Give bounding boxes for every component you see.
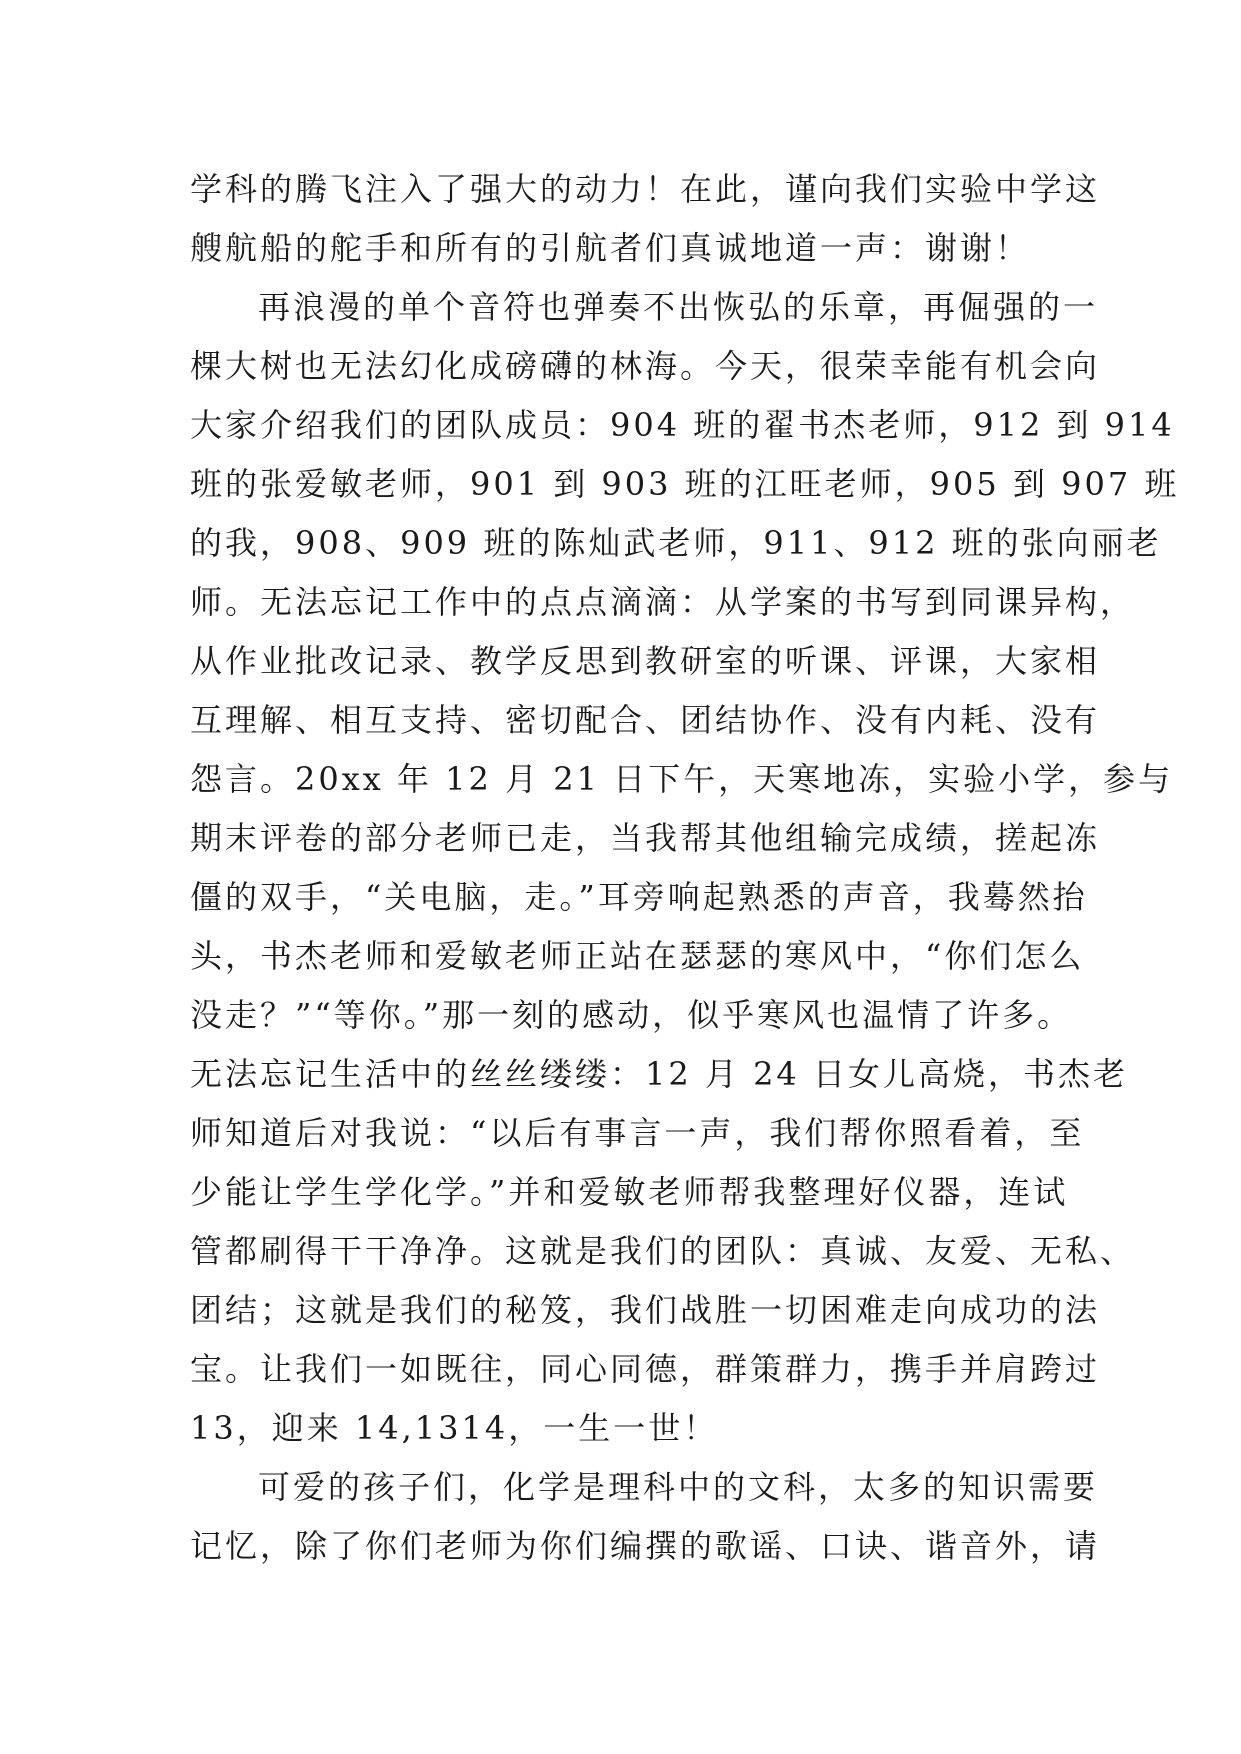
document-body	[190, 160, 1180, 1576]
text-line: 无法忘记生活中的丝丝缕缕：12 月 24 日女儿高烧，书杰老	[190, 1055, 1128, 1093]
text-line: 从作业批改记录、教学反思到教研室的听课、评课，大家相	[190, 642, 1101, 680]
text-line: 师知道后对我说：“以后有事言一声，我们帮你照看着，至	[190, 1114, 1085, 1152]
text-line: 期末评卷的部分老师已走，当我帮其他组输完成绩，搓起冻	[190, 819, 1101, 857]
text-line: 班的张爱敏老师，901 到 903 班的江旺老师，905 到 907 班	[190, 465, 1180, 503]
text-line: 宝。让我们一如既往，同心同德，群策群力，携手并肩跨过	[190, 1350, 1101, 1388]
paragraph-start-line: 再浪漫的单个音符也弹奏不出恢弘的乐章，再倔强的一	[258, 288, 1099, 326]
text-line: 艘航船的舵手和所有的引航者们真诚地道一声：谢谢！	[190, 229, 1031, 267]
text-line: 没走？”“等你。”那一刻的感动，似乎寒风也温情了许多。	[190, 996, 1073, 1034]
text-line: 互理解、相互支持、密切配合、团结协作、没有内耗、没有	[190, 701, 1101, 739]
text-line: 怨言。20xx 年 12 月 21 日下午，天寒地冻，实验小学，参与	[190, 760, 1174, 798]
text-line: 棵大树也无法幻化成磅礴的林海。今天，很荣幸能有机会向	[190, 347, 1101, 385]
text-line: 记忆，除了你们老师为你们编撰的歌谣、口诀、谐音外，请	[190, 1527, 1101, 1565]
paragraph-start-line: 可爱的孩子们，化学是理科中的文科，太多的知识需要	[258, 1468, 1099, 1506]
text-line: 师。无法忘记工作中的点点滴滴：从学案的书写到同课异构，	[190, 583, 1136, 621]
text-line: 头，书杰老师和爱敏老师正站在瑟瑟的寒风中，“你们怎么	[190, 937, 1085, 975]
text-line: 大家介绍我们的团队成员：904 班的翟书杰老师，912 到 914	[190, 406, 1175, 444]
text-line: 团结；这就是我们的秘笈，我们战胜一切困难走向成功的法	[190, 1291, 1101, 1329]
text-line: 僵的双手，“关电脑，走。”耳旁响起熟悉的声音，我蓦然抬	[190, 878, 1088, 916]
text-line: 少能让学生学化学。”并和爱敏老师帮我整理好仪器，连试	[190, 1173, 1069, 1211]
text-line: 的我，908、909 班的陈灿武老师，911、912 班的张向丽老	[190, 524, 1162, 562]
text-line: 管都刷得干干净净。这就是我们的团队：真诚、友爱、无私、	[190, 1232, 1136, 1270]
text-line: 13，迎来 14,1314，一生一世！	[190, 1409, 719, 1447]
text-line: 学科的腾飞注入了强大的动力！在此，谨向我们实验中学这	[190, 170, 1101, 208]
